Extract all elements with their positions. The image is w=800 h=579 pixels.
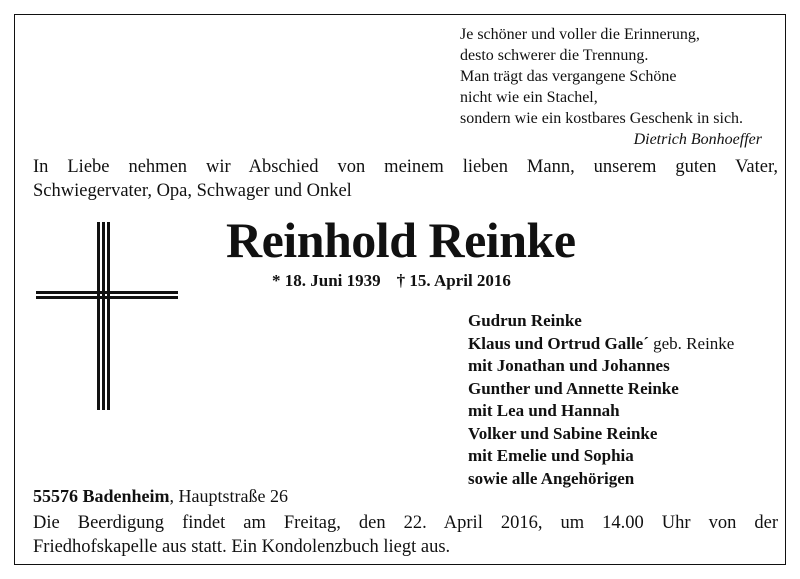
quote-line: Man trägt das vergangene Schöne (460, 68, 677, 85)
deceased-name: Reinhold Reinke (226, 212, 576, 268)
funeral-line-2: Friedhofskapelle aus statt. Ein Kondolenzbuch liegt aus. (33, 537, 451, 557)
quote-line: Je schöner und voller die Erinnerung, (460, 26, 700, 43)
bonhoeffer-quote (460, 24, 772, 150)
life-dates (272, 270, 511, 292)
family-list (468, 310, 778, 490)
family-member: mit Lea und Hannah (468, 401, 620, 420)
quote-line: nicht wie ein Stachel, (460, 89, 598, 106)
address-street: , Hauptstraße 26 (169, 486, 288, 506)
birth-date: * 18. Juni 1939 (272, 271, 381, 290)
family-member (468, 333, 778, 356)
family-member-suffix: geb. Reinke (648, 333, 735, 353)
address-city: 55576 Badenheim (33, 486, 170, 506)
intro-line-1: In Liebe nehmen wir Abschied von meinem lieben Mann, unserem guten Vater, (33, 157, 778, 177)
family-member: Gudrun Reinke (468, 311, 582, 330)
death-date: † 15. April 2016 (396, 271, 511, 290)
family-member: Volker und Sabine Reinke (468, 423, 658, 443)
family-member: Gunther und Annette Reinke (468, 378, 679, 398)
family-member: mit Jonathan und Johannes (468, 356, 670, 375)
family-member-name: Klaus und Ortrud Galle´ (468, 333, 649, 353)
quote-line: sondern wie ein kostbares Geschenk in sich. (460, 110, 744, 127)
intro-line-2: Schwiegervater, Opa, Schwager und Onkel (33, 181, 352, 201)
family-member: mit Emelie und Sophia (468, 446, 634, 465)
funeral-line-1: Die Beerdigung findet am Freitag, den 22. April 2016, um 14.00 Uhr von der (33, 513, 778, 533)
family-member: sowie alle Angehörigen (468, 468, 635, 488)
intro-text (33, 155, 778, 203)
quote-line: desto schwerer die Trennung. (460, 47, 649, 64)
quote-author: Dietrich Bonhoeffer (633, 131, 762, 148)
funeral-info (33, 511, 778, 559)
address (33, 484, 288, 508)
cross-icon (36, 222, 178, 410)
